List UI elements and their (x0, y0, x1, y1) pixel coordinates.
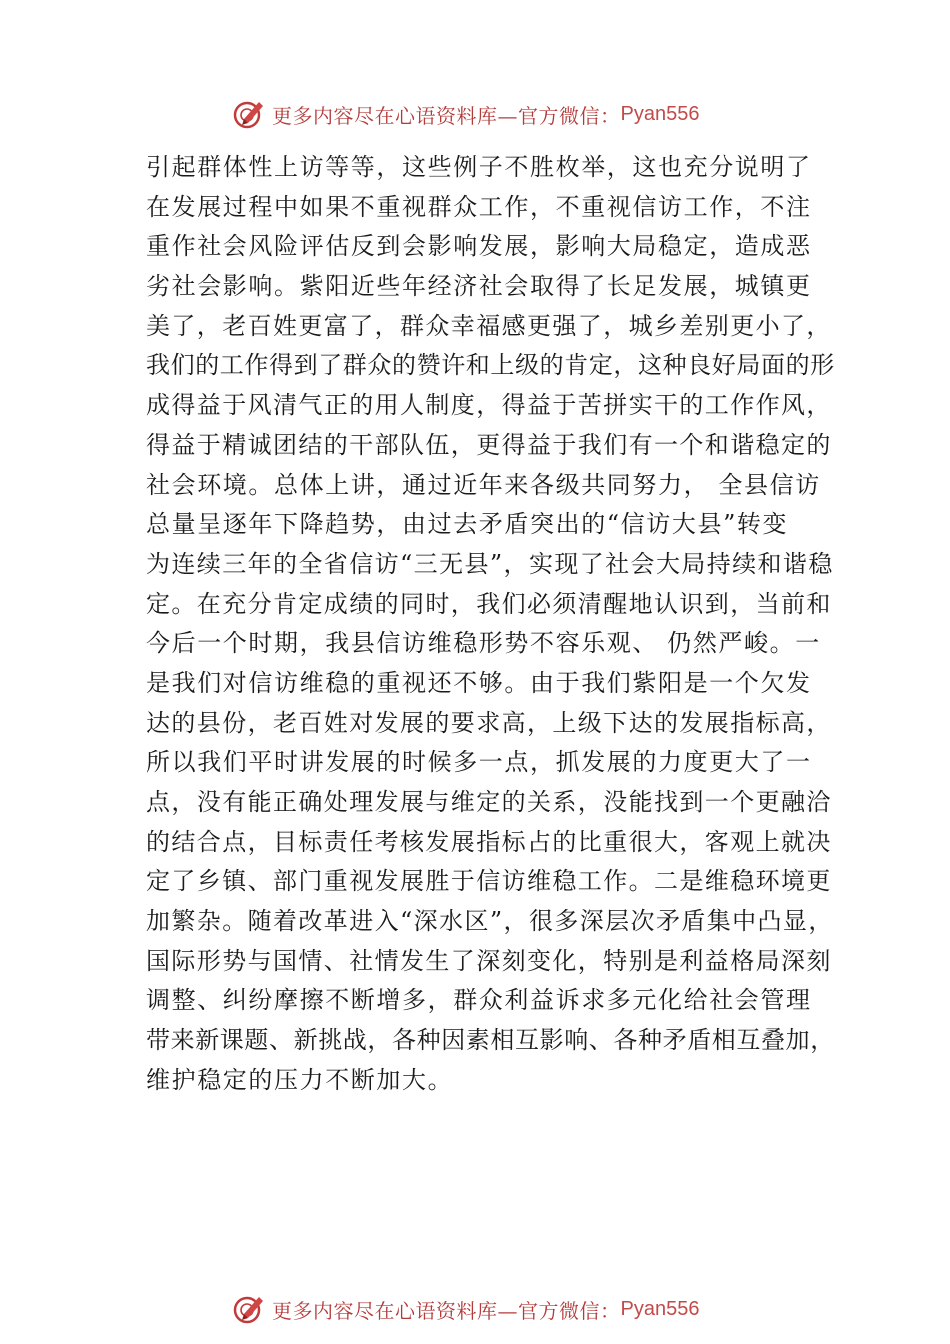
text-line: 定了乡镇、部门重视发展胜于信访维稳工作。二是维稳环境更 (146, 867, 832, 896)
text-line: 在发展过程中如果不重视群众工作，不重视信访工作，不注 (146, 192, 812, 221)
text-line: 总量呈逐年下降趋势，由过去矛盾突出的“信访大县”转变 (146, 510, 789, 539)
text-line: 带来新课题、新挑战，各种因素相互影响、各种矛盾相互叠加， (146, 1026, 835, 1055)
text-line: 美了，老百姓更富了，群众幸福感更强了，城乡差别更小了， (146, 311, 832, 340)
watermark-wechat-id: Pyan556 (620, 1297, 700, 1320)
text-line: 今后一个时期，我县信访维稳形势不容乐观、 仍然严峻。一 (146, 629, 821, 658)
text-line: 加繁杂。随着改革进入“深水区”，很多深层次矛盾集中凸显， (146, 907, 834, 936)
text-line: 我们的工作得到了群众的赞许和上级的肯定，这种良好局面的形 (146, 351, 835, 380)
pen-logo-icon (232, 97, 266, 131)
text-line: 的结合点，目标责任考核发展指标占的比重很大，客观上就决 (146, 827, 832, 856)
pen-logo-icon (232, 1292, 266, 1326)
text-line: 调整、纠纷摩擦不断增多，群众利益诉求多元化给社会管理 (146, 986, 812, 1015)
header-watermark (232, 94, 699, 134)
text-line: 引起群体性上访等等，这些例子不胜枚举，这也充分说明了 (146, 153, 812, 181)
text-line: 重作社会风险评估反到会影响发展，影响大局稳定，造成恶 (146, 232, 812, 261)
text-line: 社会环境。总体上讲，通过近年来各级共同努力， 全县信访 (146, 470, 821, 499)
text-line: 维护稳定的压力不断加大。 (146, 1065, 454, 1094)
footer-watermark (232, 1289, 699, 1329)
text-line: 为连续三年的全省信访“三无县”，实现了社会大局持续和谐稳 (146, 549, 834, 578)
text-line: 定。在充分肯定成绩的同时，我们必须清醒地认识到，当前和 (146, 589, 832, 618)
watermark-text: 更多内容尽在心语资料库—官方微信： (272, 103, 621, 128)
text-line: 是我们对信访维稳的重视还不够。由于我们紫阳是一个欠发 (146, 668, 812, 697)
text-line: 点，没有能正确处理发展与维定的关系，没能找到一个更融洽 (146, 788, 832, 816)
text-line: 国际形势与国情、社情发生了深刻变化，特别是利益格局深刻 (146, 946, 832, 975)
text-line: 得益于精诚团结的干部队伍，更得益于我们有一个和谐稳定的 (146, 430, 832, 459)
body-paragraph (146, 148, 836, 1101)
text-line: 成得益于风清气正的用人制度，得益于苦拼实干的工作作风， (146, 391, 832, 420)
text-line: 所以我们平时讲发展的时候多一点，抓发展的力度更大了一 (146, 748, 812, 777)
text-line: 达的县份，老百姓对发展的要求高，上级下达的发展指标高， (146, 708, 832, 737)
text-line: 劣社会影响。紫阳近些年经济社会取得了长足发展，城镇更 (146, 272, 812, 301)
watermark-text: 更多内容尽在心语资料库—官方微信： (272, 1298, 621, 1323)
watermark-wechat-id: Pyan556 (620, 102, 700, 125)
